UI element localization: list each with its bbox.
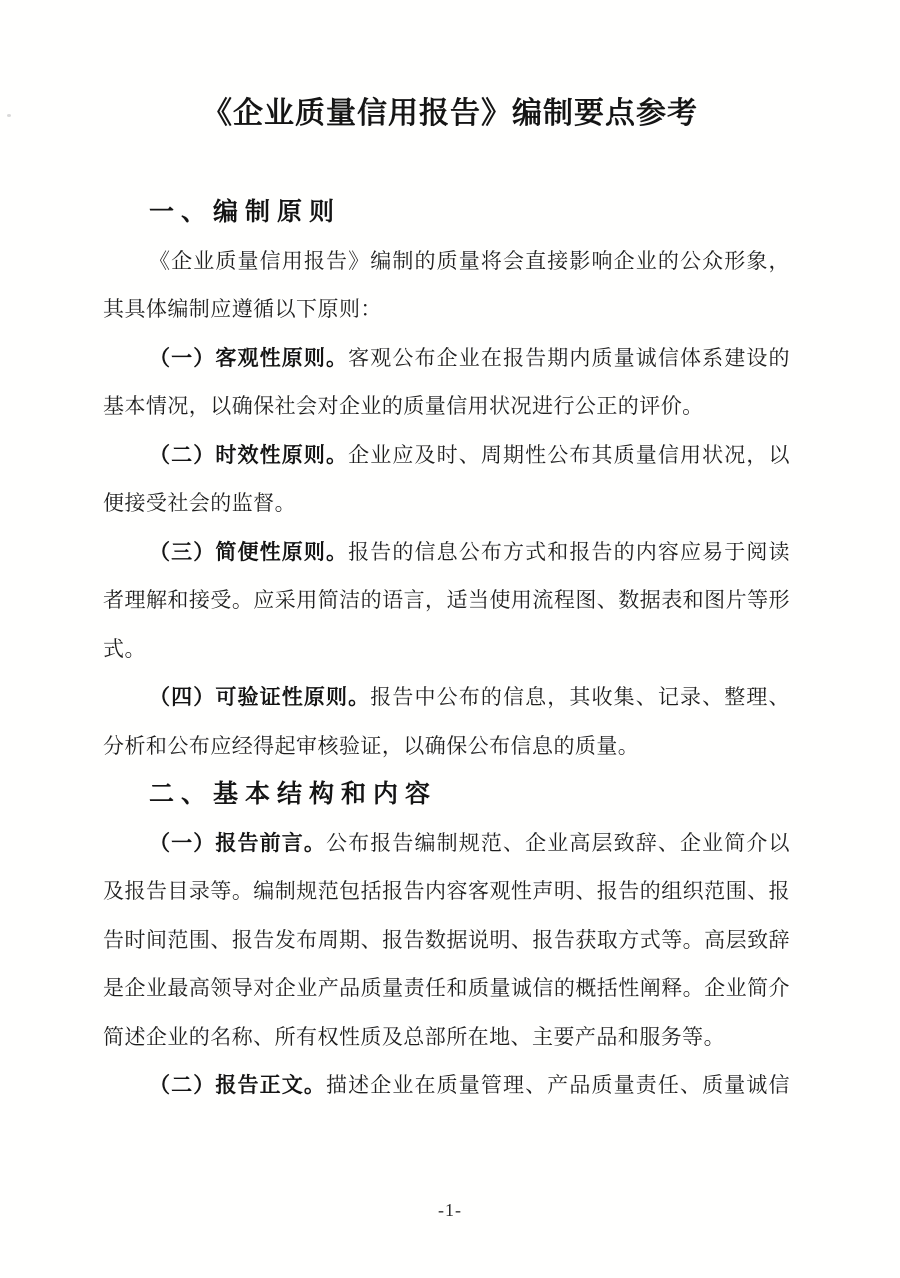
principle-paragraph xyxy=(103,431,790,528)
principle-paragraph xyxy=(103,528,790,674)
principle-text: 客观公布企业在报告期内质量诚信体系建设的基本情况，以确保社会对企业的质量信用状况进行公正的评价。 xyxy=(103,345,790,418)
structure-lead: （二）报告正文。 xyxy=(149,1073,327,1097)
principle-lead: （二）时效性原则。 xyxy=(149,442,349,467)
principle-paragraph xyxy=(103,334,790,431)
section-heading-principles: 一、编制原则 xyxy=(149,198,342,226)
page-number: -1- xyxy=(438,1200,462,1220)
principle-lead: （三）简便性原则。 xyxy=(149,539,349,564)
document-body xyxy=(103,188,790,1110)
page-title: 《企业质量信用报告》编制要点参考 xyxy=(202,97,698,130)
structure-text: 描述企业在质量管理、产品质量责任、质量诚信 xyxy=(326,1073,790,1097)
principle-lead: （四）可验证性原则。 xyxy=(149,685,371,709)
structure-paragraph xyxy=(103,819,790,1062)
principle-lead: （一）客观性原则。 xyxy=(149,345,349,370)
structure-lead: （一）报告前言。 xyxy=(149,830,327,855)
structure-paragraph-truncated xyxy=(103,1061,790,1110)
intro-text: 《企业质量信用报告》编制的质量将会直接影响企业的公众形象，其具体编制应遵循以下原则： xyxy=(103,248,790,321)
intro-paragraph xyxy=(103,237,790,334)
principle-paragraph xyxy=(103,673,790,770)
section-heading-structure: 二、基本结构和内容 xyxy=(149,780,438,808)
principle-text: 报告的信息公布方式和报告的内容应易于阅读者理解和接受。应采用简洁的语言，适当使用流程图、数据表和图片等形式。 xyxy=(103,539,790,661)
structure-text: 公布报告编制规范、企业高层致辞、企业简介以及报告目录等。编制规范包括报告内容客观性声明、报告的组织范围、报告时间范围、报告发布周期、报告数据说明、报告获取方式等。高层致辞是企业最高领导对企业产品质量责任和质量诚信的概括性阐释。企业简介简述企业的名称、所有权性质及总部所在地、主要产品和服务等。 xyxy=(103,830,790,1049)
principle-text: 企业应及时、周期性公布其质量信用状况，以便接受社会的监督。 xyxy=(103,442,790,515)
principle-text: 报告中公布的信息，其收集、记录、整理、分析和公布应经得起审核验证，以确保公布信息的质量。 xyxy=(103,685,790,758)
